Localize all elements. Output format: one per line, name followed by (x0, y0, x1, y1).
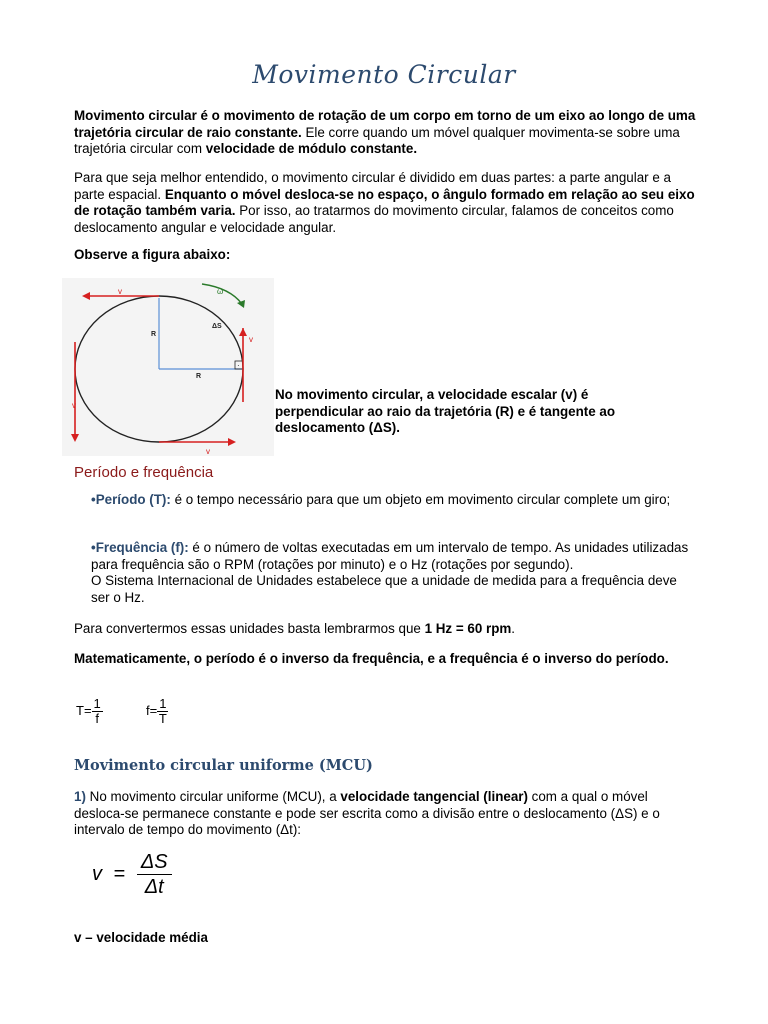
formula-velocity-eq: = (113, 862, 126, 885)
intro-bold: Movimento circular é o movimento de rotação de um corpo em torno de um eixo ao longo de uma trajetória circular de raio constante. (74, 108, 696, 140)
intro-text: Ele corre quando um móvel qualquer movimenta-se sobre uma trajetória circular com (74, 124, 680, 156)
mcu-paragraph (74, 789, 700, 839)
section-heading-period-frequency: Período e frequência (74, 464, 214, 481)
label-v-left: v (72, 401, 76, 410)
label-delta-s: ΔS (212, 323, 222, 330)
formula-velocity-fraction (137, 850, 172, 899)
formula-frequency-num: 1 (159, 696, 167, 711)
formula-period (76, 697, 103, 726)
frequency-text: é o número de voltas executadas em um intervalo de tempo. As unidades utilizadas para frequência são o RPM (rotações por minuto) e o Hz (rotações por segundo). (91, 540, 689, 572)
formula-period-eq: = (83, 702, 92, 718)
observe-label: Observe a figura abaixo: (74, 247, 231, 262)
period-text: é o tempo necessário para que um objeto em movimento circular complete um giro; (170, 492, 671, 507)
frequency-bullet: • (91, 540, 96, 555)
formula-frequency (146, 697, 168, 726)
paragraph-2 (74, 170, 700, 236)
formula-period-lhs: T (76, 702, 84, 718)
formula-frequency-lhs: f (146, 702, 150, 718)
formula-period-fraction (92, 697, 103, 726)
mcu-number: 1) (74, 789, 86, 804)
convert-bold: 1 Hz = 60 rpm (424, 621, 512, 636)
formula-frequency-eq: = (149, 702, 158, 718)
label-v-right: v (249, 335, 253, 344)
section-heading-mcu: Movimento circular uniforme (MCU) (74, 757, 373, 774)
frequency-text-2: O Sistema Internacional de Unidades estabelece que a unidade de medida para a frequência deve ser o Hz. (91, 573, 677, 605)
formula-velocity (92, 850, 172, 899)
formula-frequency-fraction (157, 697, 168, 726)
convert-text: Para convertermos essas unidades basta lembrarmos que (74, 621, 425, 636)
mcu-text2: com a qual o móvel desloca-se permanece constante e pode ser escrita como a divisão entre o deslocamento (ΔS) e o intervalo de tempo do movimento (Δt): (74, 789, 660, 837)
formula-velocity-lhs: v (92, 862, 102, 885)
period-bullet: • (91, 492, 96, 507)
conversion-paragraph (74, 621, 700, 638)
page-title: Movimento Circular (252, 60, 516, 89)
formula-period-num: 1 (93, 696, 101, 711)
formula-velocity-den: Δt (144, 876, 164, 898)
list-item-frequency (91, 540, 691, 606)
mcu-text1: No movimento circular uniforme (MCU), a (85, 789, 341, 804)
label-v-bottom: v (206, 447, 210, 456)
intro-bold-end: velocidade de módulo constante. (205, 141, 418, 156)
para2-text1: Para que seja melhor entendido, o movimento circular é dividido em duas partes: a parte angular e a parte espacial. (74, 170, 671, 202)
convert-end: . (511, 621, 516, 636)
figure-caption: No movimento circular, a velocidade escalar (v) é perpendicular ao raio da trajetória (R) e é tangente ao deslocamento (ΔS). (275, 387, 616, 435)
label-v-top: v (118, 287, 122, 296)
mcu-bold: velocidade tangencial (linear) (340, 789, 528, 804)
list-item-period (91, 492, 691, 509)
para2-bold: Enquanto o móvel desloca-se no espaço, o ângulo formado em relação ao seu eixo de rotação também varia. (74, 186, 695, 218)
intro-paragraph (74, 108, 700, 158)
period-term: Período (T): (95, 492, 171, 507)
label-R-vertical: R (151, 331, 157, 338)
label-omega: ω (217, 287, 224, 296)
label-dot: · (237, 361, 240, 370)
para2-text2: Por isso, ao tratarmos do movimento circular, falamos de conceitos como deslocamento angular e velocidade angular. (74, 203, 674, 235)
math-paragraph: Matematicamente, o período é o inverso da frequência, e a frequência é o inverso do período. (74, 651, 669, 666)
formula-period-den: f (95, 711, 99, 726)
formula-velocity-num: ΔS (137, 850, 172, 875)
frequency-term: Frequência (f): (95, 540, 189, 555)
velocity-definition: v – velocidade média (74, 930, 208, 945)
label-R-horizontal: R (196, 373, 202, 380)
formula-frequency-den: T (158, 711, 167, 726)
circular-motion-figure (62, 278, 274, 456)
